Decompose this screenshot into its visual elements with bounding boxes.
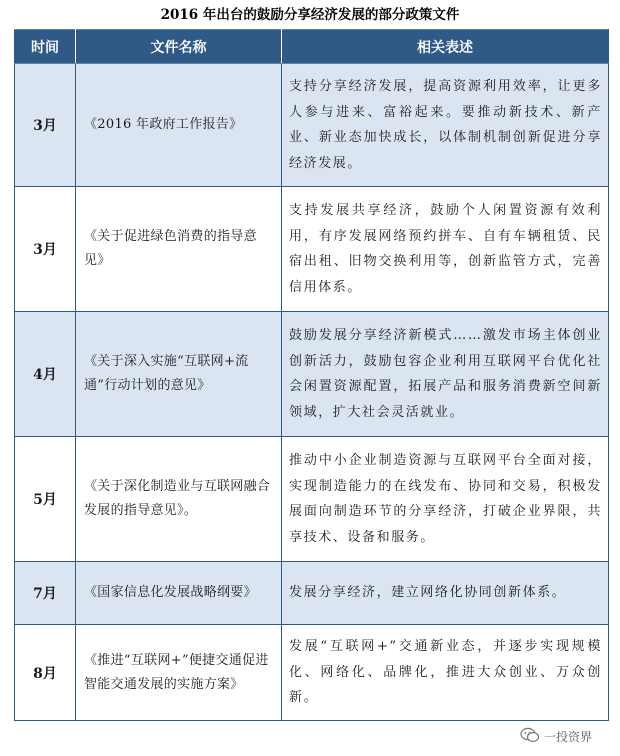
row-description: 推动中小企业制造资源与互联网平台全面对接，实现制造能力的在线发布、协同和交易，积极发展面向制造环节的分享经济，打破企业界限，共享技术、设备和服务。 bbox=[282, 437, 609, 562]
table-header-row bbox=[15, 30, 609, 64]
row-description: 支持分享经济发展，提高资源利用效率，让更多人参与进来、富裕起来。要推动新技术、新产业、新业态加快成长，以体制机制创新促进分享经济发展。 bbox=[282, 64, 609, 187]
wechat-icon bbox=[520, 727, 540, 746]
row-month: 5月 bbox=[15, 437, 76, 562]
row-month: 4月 bbox=[15, 312, 76, 437]
row-description: 发展分享经济，建立网络化协同创新体系。 bbox=[282, 562, 609, 625]
row-month: 3月 bbox=[15, 187, 76, 312]
header-time: 时间 bbox=[15, 30, 76, 64]
row-file-name: 《关于促进绿色消费的指导意见》 bbox=[76, 187, 282, 312]
row-month: 3月 bbox=[15, 64, 76, 187]
row-month: 7月 bbox=[15, 562, 76, 625]
table-row bbox=[15, 312, 609, 437]
policy-table bbox=[14, 29, 609, 721]
table-row bbox=[15, 562, 609, 625]
row-month: 8月 bbox=[15, 625, 76, 721]
row-file-name: 《国家信息化发展战略纲要》 bbox=[76, 562, 282, 625]
table-title: 2016 年出台的鼓励分享经济发展的部分政策文件 bbox=[160, 7, 460, 23]
row-description: 发展“互联网+”交通新业态，并逐步实现规模化、网络化、品牌化，推进大众创业、万众创新。 bbox=[282, 625, 609, 721]
table-row bbox=[15, 437, 609, 562]
watermark-text: 一投资界 bbox=[544, 729, 593, 744]
row-description: 支持发展共享经济，鼓励个人闲置资源有效利用，有序发展网络预约拼车、自有车辆租赁、民宿出租、旧物交换利用等，创新监管方式，完善信用体系。 bbox=[282, 187, 609, 312]
table-row bbox=[15, 187, 609, 312]
row-file-name: 《关于深入实施“互联网+流通”行动计划的意见》 bbox=[76, 312, 282, 437]
header-file-name: 文件名称 bbox=[76, 30, 282, 64]
row-description: 鼓励发展分享经济新模式……激发市场主体创业创新活力，鼓励包容企业利用互联网平台优化社会闲置资源配置，拓展产品和服务消费新空间新领域，扩大社会灵活就业。 bbox=[282, 312, 609, 437]
row-file-name: 《2016 年政府工作报告》 bbox=[76, 64, 282, 187]
table-row bbox=[15, 64, 609, 187]
row-file-name: 《关于深化制造业与互联网融合发展的指导意见》。 bbox=[76, 437, 282, 562]
table-row bbox=[15, 625, 609, 721]
header-description: 相关表述 bbox=[282, 30, 609, 64]
row-file-name: 《推进“互联网+”便捷交通促进智能交通发展的实施方案》 bbox=[76, 625, 282, 721]
watermark bbox=[520, 726, 592, 746]
